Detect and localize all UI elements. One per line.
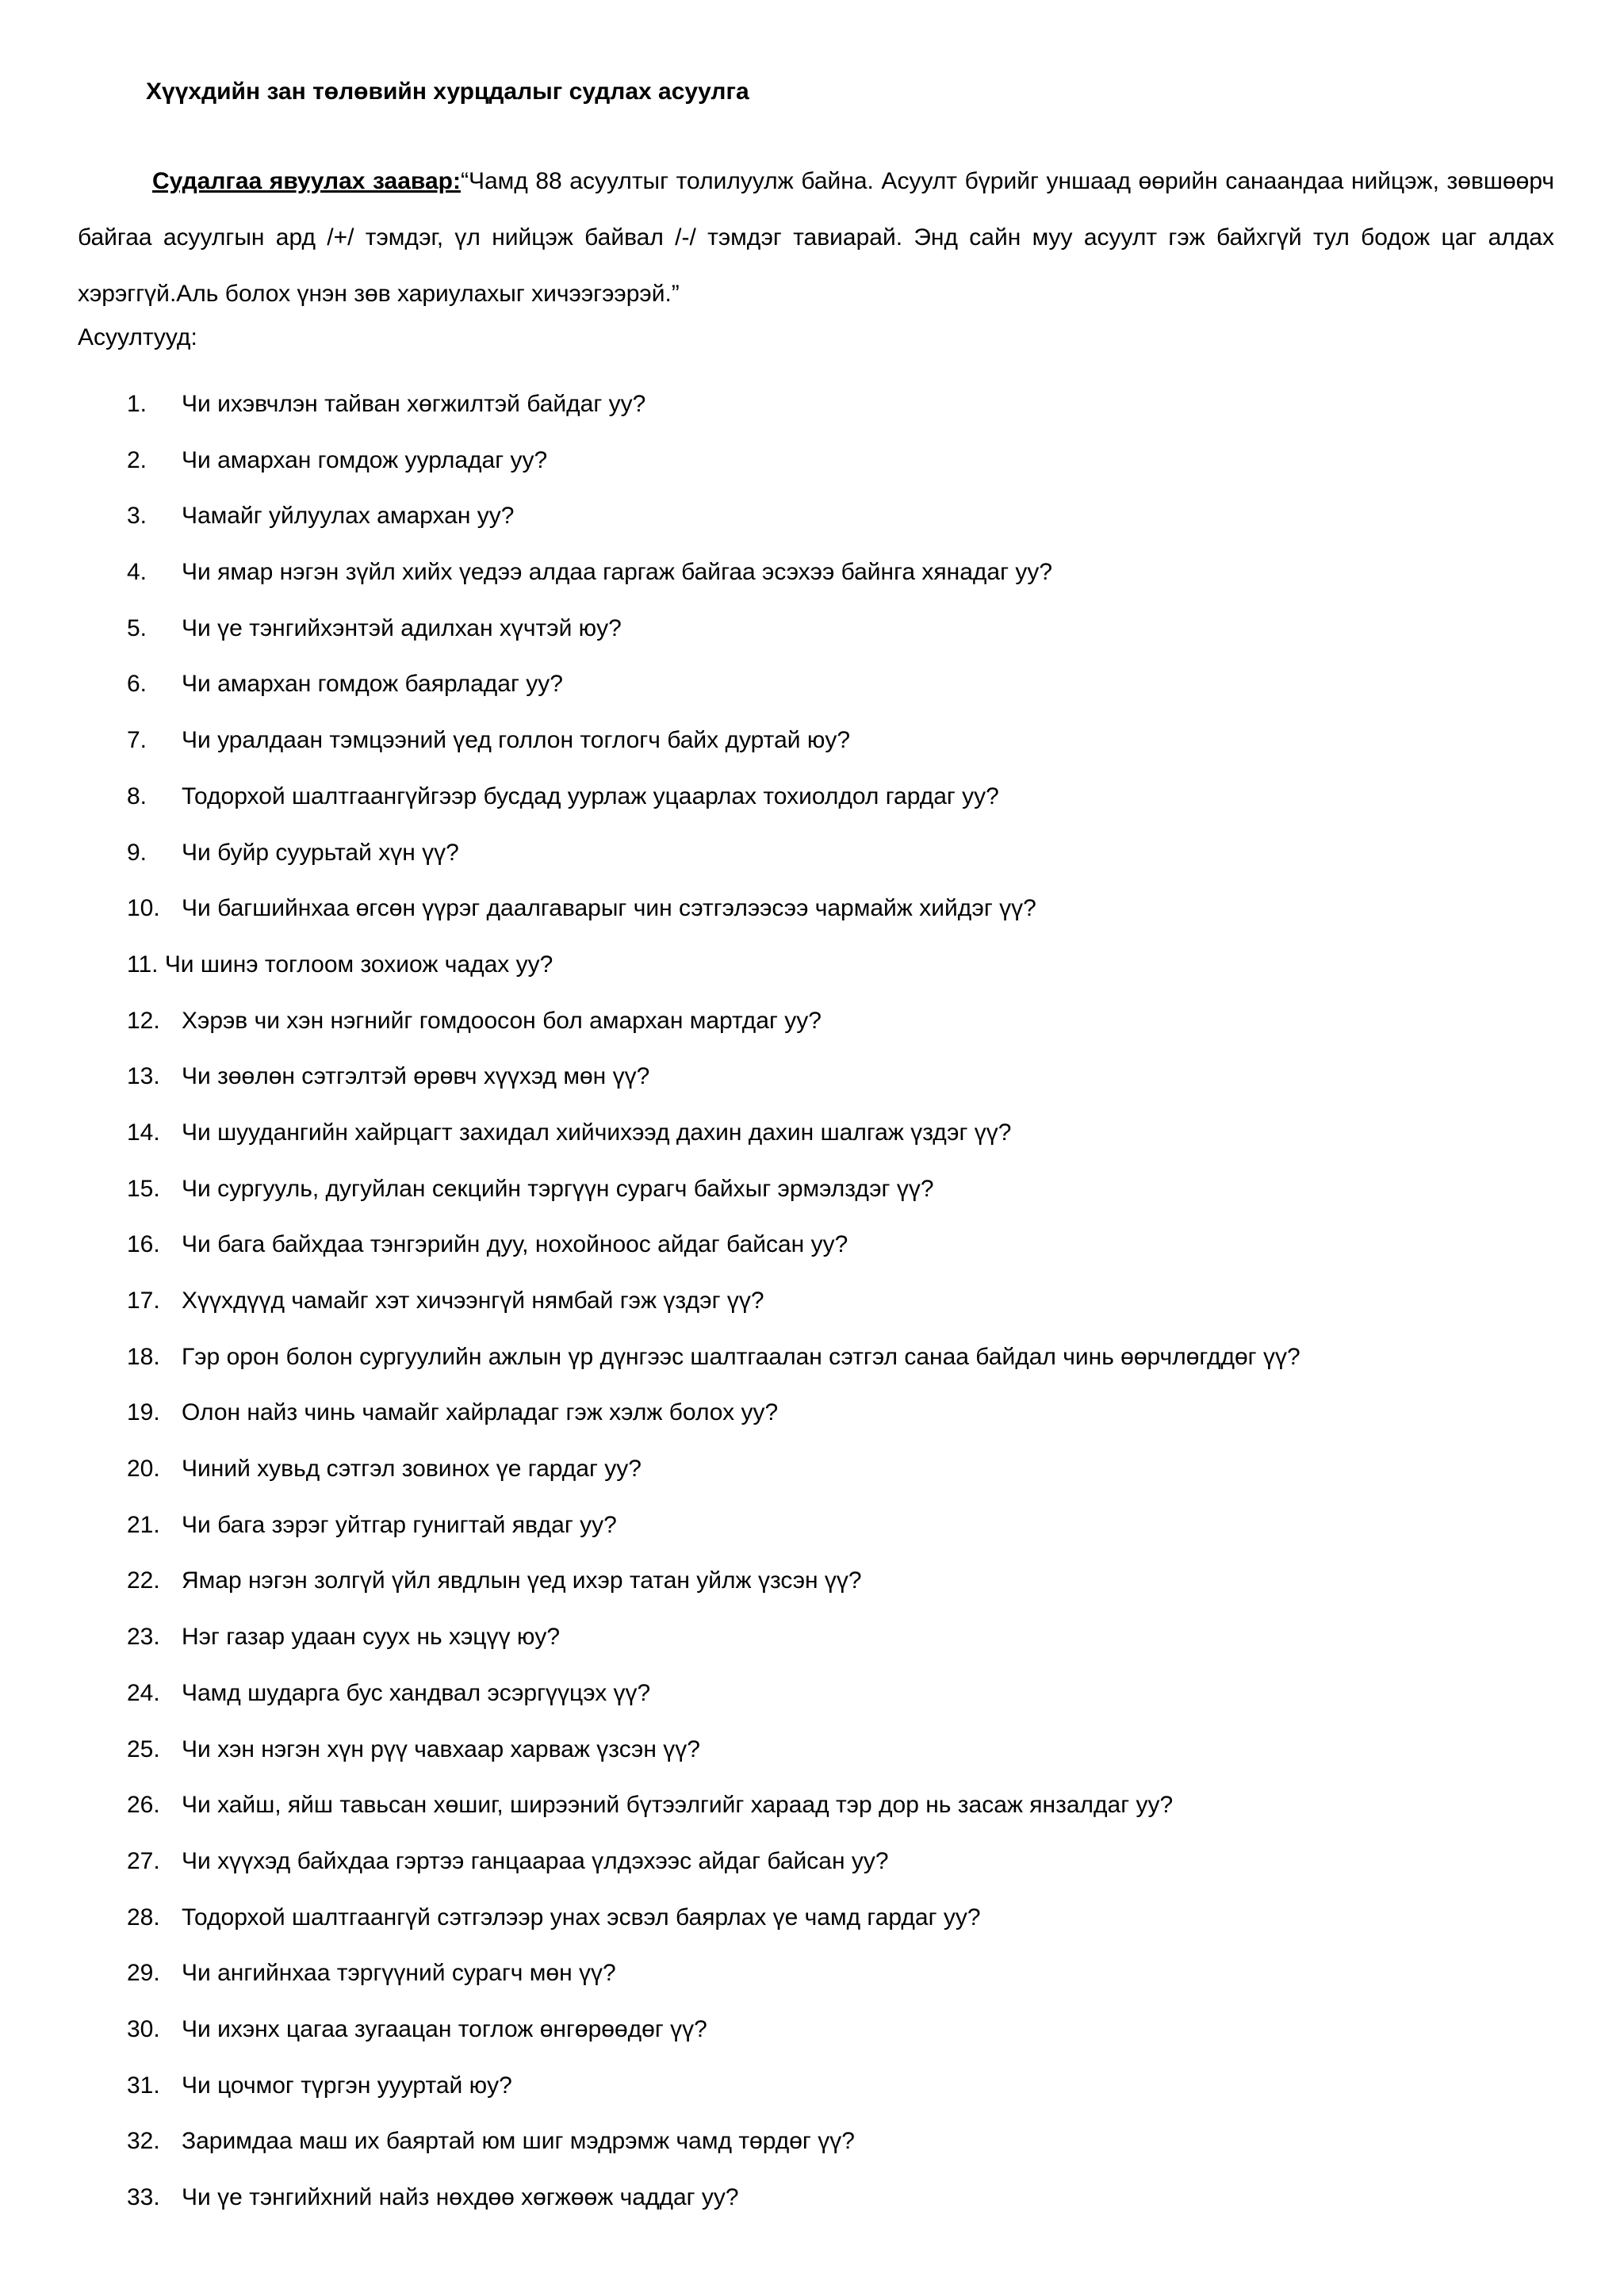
question-number: 13. (127, 1063, 160, 1090)
question-item (0, 1394, 1624, 1450)
question-number: 17. (127, 1288, 160, 1314)
question-text: Нэг газар удаан суух нь хэцүү юу? (182, 1624, 560, 1651)
question-text: Чи ихэвчлэн тайван хөгжилтэй байдаг уу? (182, 391, 646, 417)
question-number: 22. (127, 1567, 160, 1594)
question-text: Чи багшийнхаа өгсөн үүрэг даалгаварыг чин сэтгэлээсээ чармайж хийдэг үү? (182, 895, 1036, 922)
question-number: 19. (127, 1399, 160, 1426)
question-item (0, 497, 1624, 553)
question-text: Чамайг уйлуулах амархан уу? (182, 503, 515, 530)
question-number: 10. (127, 895, 160, 922)
question-text: Ямар нэгэн золгүй үйл явдлын үед ихэр татан уйлж үзсэн үү? (182, 1567, 862, 1594)
question-text: Хэрэв чи хэн нэгнийг гомдоосон бол амархан мартдаг уу? (182, 1007, 822, 1034)
question-text: Чи бага байхдаа тэнгэрийн дуу, нохойноос айдаг байсан уу? (182, 1231, 848, 1258)
instructions-paragraph (78, 153, 1554, 322)
question-item (0, 1843, 1624, 1899)
instructions-body: “Чамд 88 асуултыг толилуулж байна. Асуулт бүрийг уншаад өөрийн санаандаа нийцэж, зөвшөөрч байгаа асуулгын ард /+/ тэмдэг, үл нийцэж байвал /-/ тэмдэг тавиарай. Энд сайн муу асуулт гэж байхгүй тул бодож цаг алдах хэрэггүй.Аль болох үнэн зөв хариулахыг хичээгээрэй.” (78, 168, 1554, 307)
question-item (0, 1170, 1624, 1226)
question-number: 32. (127, 2128, 160, 2155)
question-text: Гэр орон болон сургуулийн ажлын үр дүнгээс шалтгаалан сэтгэл санаа байдал чинь өөрчлөгддөг үү? (182, 1343, 1300, 1370)
instructions-lead: Судалгаа явуулах заавар: (152, 168, 461, 194)
question-number: 2. (127, 446, 147, 473)
question-item (0, 1114, 1624, 1170)
question-text: 11. Чи шинэ тоглоом зохиож чадах уу? (127, 951, 553, 978)
questions-heading: Асуултууд: (78, 324, 197, 350)
question-number: 7. (127, 727, 147, 754)
question-number: 8. (127, 783, 147, 809)
question-number: 21. (127, 1511, 160, 1538)
question-number: 31. (127, 2072, 160, 2099)
question-text: Чи ангийнхаа тэргүүний сурагч мөн үү? (182, 1960, 616, 1987)
question-item (0, 2179, 1624, 2235)
question-text: Олон найз чинь чамайг хайрладаг гэж хэлж болох уу? (182, 1399, 779, 1426)
question-text: Чи хүүхэд байхдаа гэртээ ганцаараа үлдэхээс айдаг байсан уу? (182, 1847, 889, 1874)
question-number: 29. (127, 1960, 160, 1987)
question-text: Чи сургууль, дугуйлан секцийн тэргүүн сурагч байхыг эрмэлздэг үү? (182, 1175, 934, 1202)
question-text: Тодорхой шалтгаангүй сэтгэлээр унах эсвэл баярлах үе чамд гардаг уу? (182, 1904, 981, 1931)
question-text: Чи хайш, яйш тавьсан хөшиг, ширээний бүтээлгийг хараад тэр дор нь засаж янзалдаг уу? (182, 1792, 1174, 1819)
question-text: Тодорхой шалтгаангүйгээр бусдад уурлаж уцаарлах тохиолдол гардаг уу? (182, 783, 999, 809)
question-text: Чи ихэнх цагаа зугаацан тоглож өнгөрөөдөг үү? (182, 2015, 707, 2042)
question-number: 16. (127, 1231, 160, 1258)
question-text: Чи бага зэрэг уйтгар гунигтай явдаг уу? (182, 1511, 617, 1538)
question-item (0, 1002, 1624, 1058)
question-item (0, 610, 1624, 666)
question-number: 23. (127, 1624, 160, 1651)
question-item (0, 2011, 1624, 2067)
question-item (0, 1338, 1624, 1395)
question-number: 6. (127, 671, 147, 698)
question-item (0, 890, 1624, 946)
question-text: Чи амархан гомдож уурладаг уу? (182, 446, 548, 473)
question-item (0, 665, 1624, 721)
question-item (0, 834, 1624, 890)
question-text: Чи буйр суурьтай хүн үү? (182, 839, 459, 866)
question-item (0, 1899, 1624, 1955)
document-title: Хүүхдийн зан төлөвийн хурцдалыг судлах асуулга (146, 78, 749, 105)
question-number: 14. (127, 1119, 160, 1146)
question-number: 12. (127, 1007, 160, 1034)
question-item (0, 1058, 1624, 1114)
question-text: Чи амархан гомдож баярладаг уу? (182, 671, 563, 698)
question-number: 5. (127, 614, 147, 641)
question-number: 30. (127, 2015, 160, 2042)
question-item (0, 946, 1624, 1002)
question-number: 18. (127, 1343, 160, 1370)
question-text: Чи уралдаан тэмцээний үед голлон тоглогч байх дуртай юу? (182, 727, 851, 754)
question-item (0, 1282, 1624, 1338)
question-item (0, 721, 1624, 778)
question-number: 28. (127, 1904, 160, 1931)
question-number: 26. (127, 1792, 160, 1819)
question-text: Чи хэн нэгэн хүн рүү чавхаар харваж үзсэн үү? (182, 1735, 700, 1762)
question-number: 3. (127, 503, 147, 530)
question-text: Чи цочмог түргэн уууртай юу? (182, 2072, 512, 2099)
question-text: Чи зөөлөн сэтгэлтэй өрөвч хүүхэд мөн үү? (182, 1063, 650, 1090)
question-item (0, 553, 1624, 610)
question-text: Чиний хувьд сэтгэл зовинох үе гардаг уу? (182, 1456, 642, 1483)
question-number: 9. (127, 839, 147, 866)
question-text: Чи үе тэнгийхний найз нөхдөө хөгжөөж чаддаг уу? (182, 2184, 739, 2210)
question-number: 24. (127, 1679, 160, 1706)
question-item (0, 385, 1624, 442)
question-text: Чи шуудангийн хайрцагт захидал хийчихээд дахин дахин шалгаж үздэг үү? (182, 1119, 1012, 1146)
question-number: 1. (127, 391, 147, 417)
question-item (0, 442, 1624, 498)
question-item (0, 1226, 1624, 1282)
question-text: Заримдаа маш их баяртай юм шиг мэдрэмж чамд төрдөг үү? (182, 2128, 855, 2155)
question-item (0, 1506, 1624, 1563)
question-text: Чамд шударга бус хандвал эсэргүүцэх үү? (182, 1679, 651, 1706)
question-item (0, 1618, 1624, 1674)
question-item (0, 1731, 1624, 1787)
question-text: Хүүхдүүд чамайг хэт хичээнгүй нямбай гэж үздэг үү? (182, 1288, 764, 1314)
question-item (0, 1674, 1624, 1731)
question-number: 25. (127, 1735, 160, 1762)
question-text: Чи үе тэнгийхэнтэй адилхан хүчтэй юу? (182, 614, 622, 641)
question-number: 20. (127, 1456, 160, 1483)
question-item (0, 2067, 1624, 2123)
question-item (0, 1450, 1624, 1506)
question-item (0, 1786, 1624, 1843)
question-item (0, 778, 1624, 834)
question-list (0, 385, 1624, 2235)
question-item (0, 1562, 1624, 1618)
question-number: 27. (127, 1847, 160, 1874)
question-text: Чи ямар нэгэн зүйл хийх үедээ алдаа гаргаж байгаа эсэхээ байнга хянадаг уу? (182, 559, 1053, 586)
question-number: 4. (127, 559, 147, 586)
question-number: 33. (127, 2184, 160, 2210)
question-item (0, 2122, 1624, 2179)
question-item (0, 1954, 1624, 2011)
question-number: 15. (127, 1175, 160, 1202)
